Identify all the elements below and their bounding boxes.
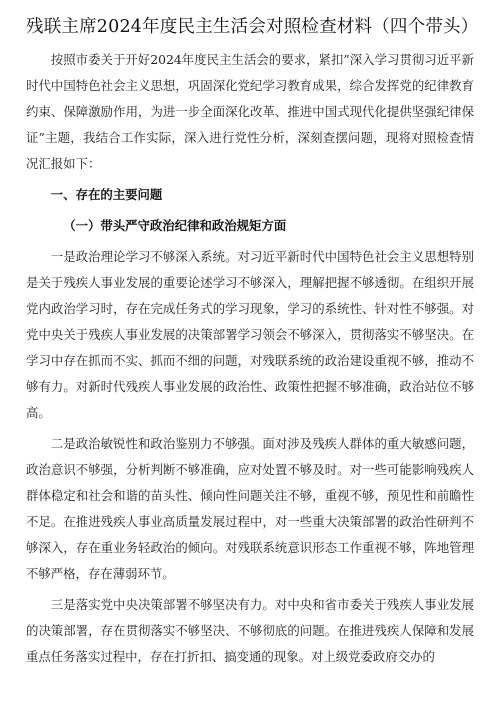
body-paragraph-2: 二是政治敏锐性和政治鉴别力不够强。面对涉及残疾人群体的重大敏感问题，政治意识不够强，分析判断不够准确，应对处置不够及时。对一些可能影响残疾人群体稳定和社会和谐的苗头性、倾向性问题关注不够，重视不够，预见性和前瞻性不足。在推进残疾人事业高质量发展过程中，对一些重大决策部署的政治性研判不够深入，存在重业务轻政治的倾向。对残联系统意识形态工作重视不够，阵地管理不够严格，存在薄弱环节。 <box>26 436 474 581</box>
subsection-heading: （一）带头严守政治纪律和政治规矩方面 <box>63 218 287 233</box>
section-heading: 一、存在的主要问题 <box>50 187 163 202</box>
body-paragraph-3: 三是落实党中央决策部署不够坚决有力。对中央和省市委关于残疾人事业发展的决策部署，存在贯彻落实不够坚决、不够彻底的问题。在推进残疾人保障和发展重点任务落实过程中，存在打折扣、搞变通的现象。对上级党委政府交办的 <box>26 597 474 664</box>
document-title: 残联主席2024年度民主生活会对照检查材料（四个带头） <box>26 17 479 37</box>
body-paragraph-1: 一是政治理论学习不够深入系统。对习近平新时代中国特色社会主义思想特别是关于残疾人事业发展的重要论述学习不够深入，理解把握不够透彻。在组织开展党内政治学习时，存在完成任务式的学习现象，学习的系统性、针对性不够强。对党中央关于残疾人事业发展的决策部署学习领会不够深入，贯彻落实不够坚决。在学习中存在抓而不实、抓而不细的问题，对残联系统的政治建设重视不够，推动不够有力。对新时代残疾人事业发展的政治性、政策性把握不够准确，政治站位不够高。 <box>26 249 474 420</box>
intro-paragraph: 按照市委关于开好2024年度民主生活会的要求，紧扣”深入学习贯彻习近平新时代中国特色社会主义思想，巩固深化党纪学习教育成果，综合发挥党的纪律教育约束、保障激励作用，为进一步全面深化改革、推进中国式现代化提供坚强纪律保证”主题，我结合工作实际，深入进行党性分析，深刻查摆问题，现将对照检查情况汇报如下： <box>26 52 474 171</box>
